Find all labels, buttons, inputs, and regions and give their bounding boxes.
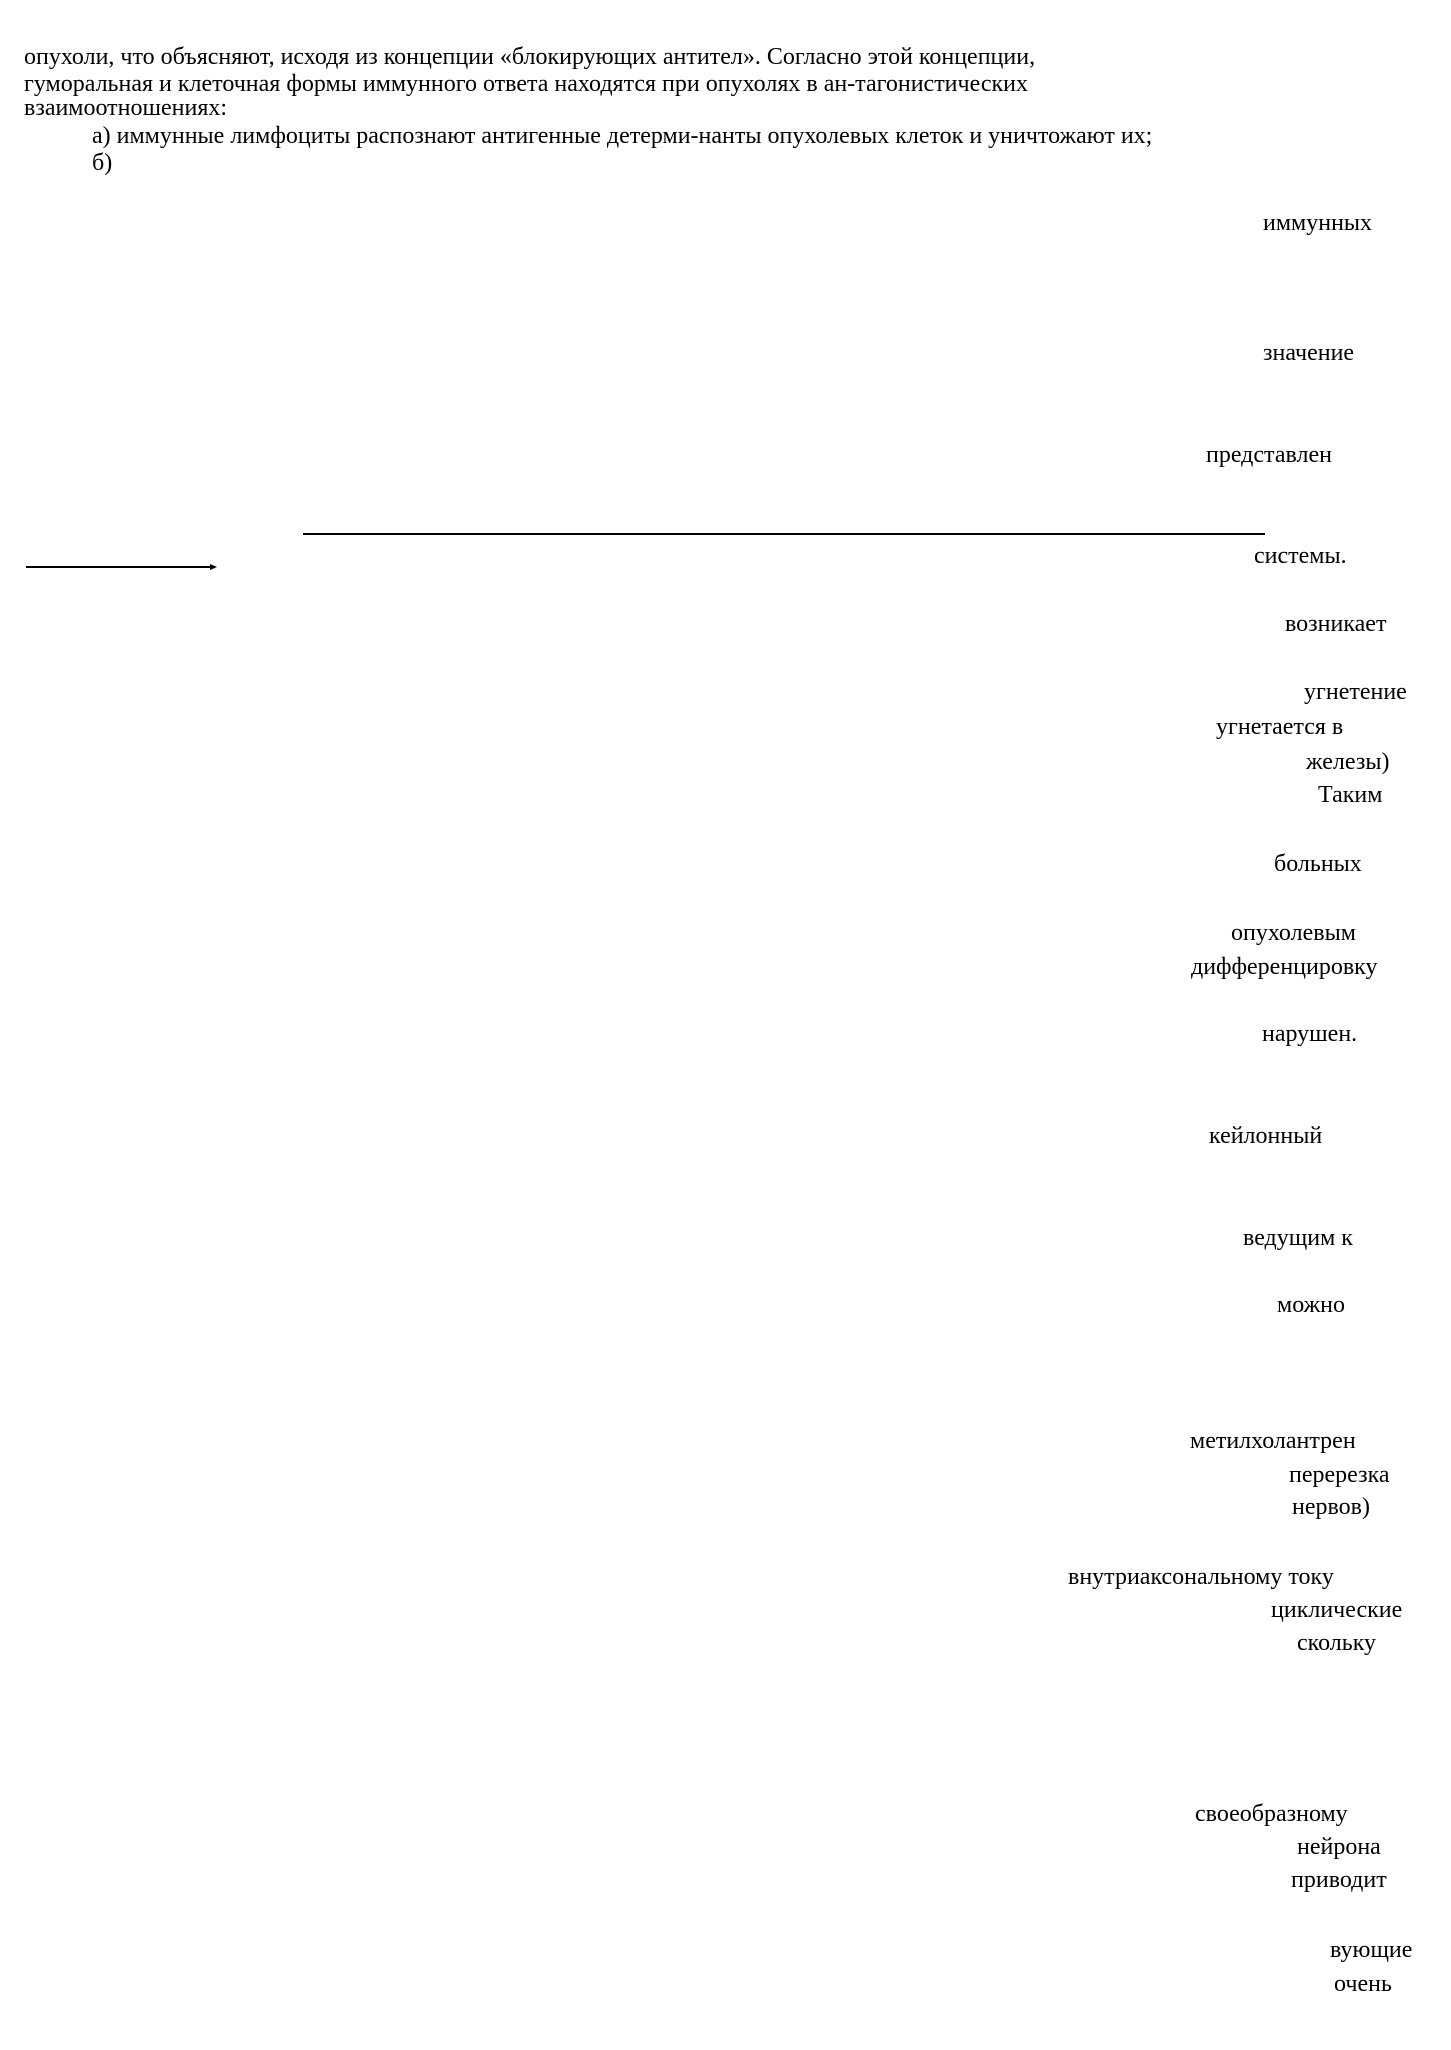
arrow-line	[26, 566, 212, 568]
text-fragment: нарушен.	[1262, 1021, 1358, 1047]
horizontal-rule	[303, 533, 1265, 535]
arrow-right-icon	[210, 564, 217, 570]
text-fragment: приводит	[1291, 1867, 1387, 1893]
text-fragment: системы.	[1254, 543, 1347, 569]
text-fragment: кейлонный	[1209, 1123, 1323, 1149]
text-fragment: дифференцировку	[1191, 954, 1378, 980]
text-fragment: ведущим к	[1243, 1225, 1353, 1251]
text-fragment: скольку	[1297, 1630, 1377, 1656]
text-fragment: своеобразному	[1195, 1801, 1348, 1827]
paragraph-line-1: опухоли, что объясняют, исходя из концепции «блокирующих антител». Согласно этой концепции,	[24, 44, 1036, 70]
text-fragment: вующие	[1330, 1937, 1413, 1963]
paragraph-line-3: взаимоотношениях:	[24, 95, 228, 121]
list-item-b: б)	[92, 150, 113, 176]
text-fragment: опухолевым	[1231, 920, 1356, 946]
text-fragment: Таким	[1318, 782, 1383, 808]
text-fragment: метилхолантрен	[1190, 1428, 1356, 1454]
text-fragment: представлен	[1206, 442, 1332, 468]
text-fragment: нервов)	[1292, 1494, 1370, 1520]
text-fragment: можно	[1277, 1292, 1346, 1318]
text-fragment: угнетение	[1304, 679, 1407, 705]
text-fragment: железы)	[1306, 749, 1390, 775]
text-fragment: нейрона	[1297, 1834, 1381, 1860]
text-fragment: внутриаксональному току	[1068, 1564, 1334, 1590]
text-fragment: очень	[1334, 1971, 1392, 1997]
list-item-a: а) иммунные лимфоциты распознают антигенные детерми-нанты опухолевых клеток и уничтожают их;	[92, 123, 1153, 149]
text-fragment: угнетается в	[1216, 714, 1344, 740]
text-fragment: значение	[1263, 340, 1355, 366]
text-fragment: перерезка	[1289, 1462, 1390, 1488]
text-fragment: больных	[1274, 851, 1362, 877]
text-fragment: иммунных	[1263, 210, 1373, 236]
paragraph-line-2: гуморальная и клеточная формы иммунного ответа находятся при опухолях в ан-тагонистических	[24, 71, 1029, 97]
text-fragment: возникает	[1285, 611, 1387, 637]
text-fragment: циклические	[1271, 1597, 1403, 1623]
